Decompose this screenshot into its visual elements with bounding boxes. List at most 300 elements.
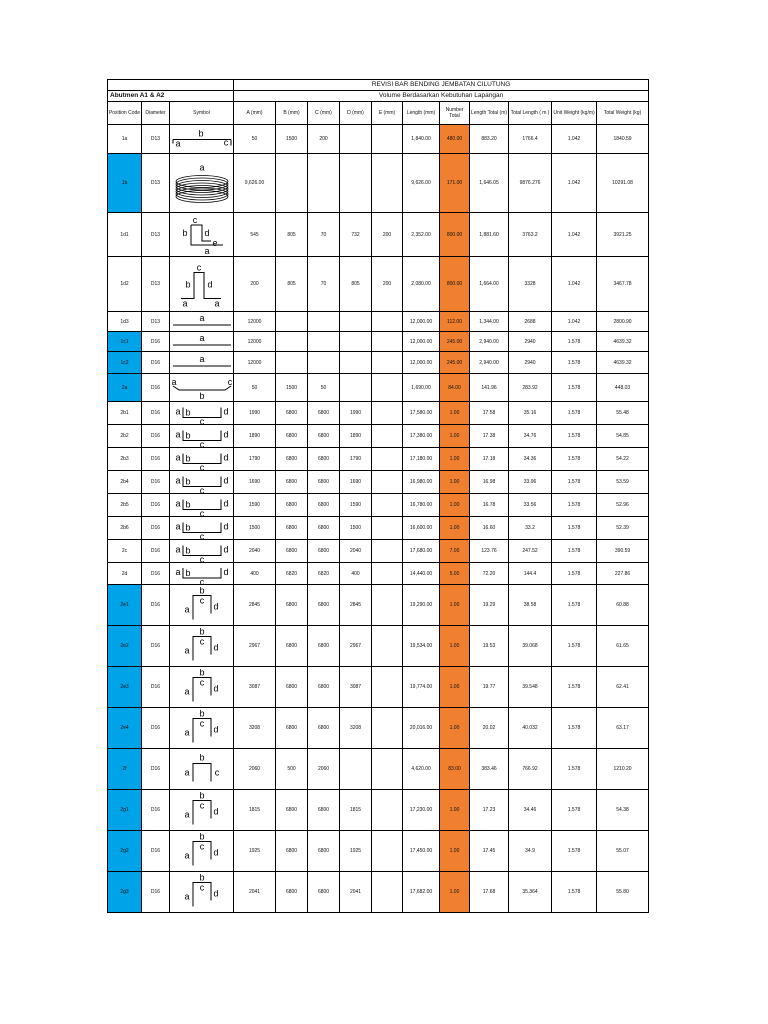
bar-shape-symbol <box>171 375 233 401</box>
dim-b-cell: 6820 <box>276 563 308 585</box>
col-header: A (mm) <box>234 102 276 125</box>
total-weight-cell: 53.59 <box>597 471 649 494</box>
dim-d-cell: 1590 <box>340 494 372 517</box>
bar-shape-symbol <box>171 214 233 256</box>
symbol-cell <box>170 125 234 154</box>
col-header: C (mm) <box>308 102 340 125</box>
length-cell: 1,840.00 <box>403 125 440 154</box>
diameter-cell: D16 <box>142 332 170 352</box>
dim-c-cell: 2060 <box>308 749 340 790</box>
dimension-label: a <box>174 566 181 577</box>
col-header: E (mm) <box>372 102 403 125</box>
dim-d-cell: 1690 <box>340 471 372 494</box>
dimension-label: b <box>184 430 191 440</box>
total-weight-cell: 54.38 <box>597 790 649 831</box>
dimension-label: a <box>174 475 181 485</box>
col-header: Total Length ( m ) <box>509 102 552 125</box>
total-length-cell: 35.16 <box>509 402 552 425</box>
dimension-label: a <box>183 809 190 819</box>
dimension-label: a <box>213 298 220 308</box>
position-code-cell: 2b6 <box>108 517 142 540</box>
dimension-label: d <box>222 406 229 416</box>
dim-e-cell <box>372 448 403 471</box>
diameter-cell: D16 <box>142 563 170 585</box>
dimension-label: d <box>212 806 219 816</box>
total-length-cell: 34.9 <box>509 831 552 872</box>
symbol-cell <box>170 332 234 352</box>
diameter-cell: D16 <box>142 626 170 667</box>
position-code-cell: 1d2 <box>108 257 142 312</box>
dim-a-cell: 1990 <box>234 402 276 425</box>
number-total-cell: 1.00 <box>440 872 470 913</box>
unit-weight-cell: 1.578 <box>552 626 597 667</box>
dim-e-cell <box>372 332 403 352</box>
length-total-cell: 2,940.00 <box>470 332 509 352</box>
dimension-label: c <box>196 262 201 272</box>
dim-d-cell: 1890 <box>340 425 372 448</box>
table-row <box>108 213 649 257</box>
length-cell: 9,626.00 <box>403 154 440 213</box>
unit-weight-cell: 1.042 <box>552 312 597 332</box>
dim-b-cell <box>276 332 308 352</box>
dimension-label: c <box>199 882 204 892</box>
length-cell: 17,682.00 <box>403 872 440 913</box>
dim-e-cell <box>372 667 403 708</box>
unit-weight-cell: 1.578 <box>552 517 597 540</box>
dim-b-cell: 805 <box>276 257 308 312</box>
dimension-label: c <box>199 416 204 424</box>
total-length-cell: 2940 <box>509 332 552 352</box>
symbol-cell <box>170 213 234 257</box>
dim-a-cell: 12000 <box>234 312 276 332</box>
dim-e-cell: 200 <box>372 213 403 257</box>
dimension-label: b <box>198 585 205 595</box>
length-cell: 17,450.00 <box>403 831 440 872</box>
table-row <box>108 667 649 708</box>
table-row <box>108 332 649 352</box>
dim-b-cell: 1500 <box>276 125 308 154</box>
number-total-cell: 1.00 <box>440 494 470 517</box>
dim-d-cell: 1790 <box>340 448 372 471</box>
dim-d-cell: 732 <box>340 213 372 257</box>
dim-a-cell: 400 <box>234 563 276 585</box>
bar-shape-symbol <box>171 333 233 351</box>
table-row <box>108 872 649 913</box>
total-weight-cell: 52.96 <box>597 494 649 517</box>
col-header: D (mm) <box>340 102 372 125</box>
dimension-label: b <box>184 476 191 486</box>
symbol-cell <box>170 626 234 667</box>
unit-weight-cell: 1.578 <box>552 708 597 749</box>
dimension-label: c <box>199 576 204 584</box>
number-total-cell: 1.00 <box>440 402 470 425</box>
dimension-label: b <box>184 453 191 463</box>
dim-a-cell: 1500 <box>234 517 276 540</box>
length-total-cell: 16.98 <box>470 471 509 494</box>
dim-b-cell: 6800 <box>276 402 308 425</box>
total-weight-cell: 2800.90 <box>597 312 649 332</box>
dim-b-cell: 6800 <box>276 872 308 913</box>
position-code-cell: 2e1 <box>108 585 142 626</box>
dimension-label: c <box>199 531 204 539</box>
length-total-cell: 141.96 <box>470 374 509 402</box>
dim-e-cell <box>372 749 403 790</box>
dim-d-cell: 805 <box>340 257 372 312</box>
dimension-label: a <box>198 312 205 323</box>
bar-shape-symbol <box>171 564 233 584</box>
dim-a-cell: 200 <box>234 257 276 312</box>
total-weight-cell: 54.85 <box>597 425 649 448</box>
total-weight-cell: 1840.59 <box>597 125 649 154</box>
table-row <box>108 448 649 471</box>
total-weight-cell: 52.39 <box>597 517 649 540</box>
length-total-cell: 16.78 <box>470 494 509 517</box>
dimension-label: c <box>192 214 197 225</box>
dimension-label: a <box>198 353 205 364</box>
dimension-label: b <box>184 279 191 289</box>
position-code-cell: 2b1 <box>108 402 142 425</box>
dimension-label: d <box>212 683 219 693</box>
symbol-cell <box>170 374 234 402</box>
table-row <box>108 749 649 790</box>
dimension-label: a <box>174 452 181 462</box>
symbol-cell <box>170 563 234 585</box>
bar-shape-symbol <box>171 750 233 789</box>
dimension-label: a <box>183 767 190 777</box>
dimension-label: c <box>199 718 204 728</box>
symbol-cell <box>170 831 234 872</box>
dim-c-cell <box>308 332 340 352</box>
length-cell: 20,016.00 <box>403 708 440 749</box>
dimension-label: d <box>206 279 213 289</box>
dimension-label: d <box>212 601 219 611</box>
title-row <box>108 80 649 91</box>
length-cell: 12,000.00 <box>403 312 440 332</box>
diameter-cell: D13 <box>142 312 170 332</box>
dimension-label: c <box>199 485 204 493</box>
diameter-cell: D16 <box>142 352 170 374</box>
dimension-label: d <box>222 498 229 508</box>
dimension-label: a <box>174 429 181 439</box>
symbol-cell <box>170 540 234 563</box>
table-row <box>108 402 649 425</box>
table-row <box>108 831 649 872</box>
length-total-cell: 1,344.00 <box>470 312 509 332</box>
unit-weight-cell: 1.042 <box>552 154 597 213</box>
unit-weight-cell: 1.578 <box>552 667 597 708</box>
number-total-cell: 84.00 <box>440 374 470 402</box>
diameter-cell: D16 <box>142 831 170 872</box>
diameter-cell: D16 <box>142 402 170 425</box>
dim-c-cell: 6800 <box>308 425 340 448</box>
length-total-cell: 19.53 <box>470 626 509 667</box>
dim-d-cell <box>340 312 372 332</box>
bar-shape-symbol <box>171 426 233 447</box>
dim-c-cell <box>308 352 340 374</box>
symbol-cell <box>170 494 234 517</box>
length-cell: 16,980.00 <box>403 471 440 494</box>
dim-e-cell <box>372 626 403 667</box>
total-length-cell: 38.58 <box>509 585 552 626</box>
dimension-label: b <box>184 499 191 509</box>
diameter-cell: D13 <box>142 125 170 154</box>
dim-b-cell: 6800 <box>276 494 308 517</box>
dim-b-cell <box>276 312 308 332</box>
bar-bending-sheet <box>107 79 648 913</box>
dimension-label: d <box>212 642 219 652</box>
dimension-label: b <box>198 390 205 401</box>
dim-d-cell: 2040 <box>340 540 372 563</box>
diameter-cell: D16 <box>142 667 170 708</box>
total-length-cell: 9876.276 <box>509 154 552 213</box>
unit-weight-cell: 1.578 <box>552 494 597 517</box>
total-length-cell: 39.068 <box>509 626 552 667</box>
dim-a-cell: 545 <box>234 213 276 257</box>
dimension-label: d <box>212 888 219 898</box>
diameter-cell: D13 <box>142 257 170 312</box>
dim-e-cell <box>372 125 403 154</box>
dim-a-cell: 50 <box>234 374 276 402</box>
dimension-label: c <box>199 595 204 605</box>
dim-b-cell: 500 <box>276 749 308 790</box>
dim-c-cell: 6800 <box>308 626 340 667</box>
symbol-cell <box>170 585 234 626</box>
dimension-label: d <box>222 566 229 577</box>
dimension-label: c <box>214 767 219 777</box>
symbol-cell <box>170 352 234 374</box>
spiral-coil <box>176 183 228 195</box>
dim-e-cell <box>372 494 403 517</box>
length-cell: 17,380.00 <box>403 425 440 448</box>
table-row <box>108 517 649 540</box>
symbol-cell <box>170 471 234 494</box>
dimension-label: c <box>199 841 204 851</box>
dim-a-cell: 2967 <box>234 626 276 667</box>
number-total-cell: 171.00 <box>440 154 470 213</box>
sheet-title: REVISI BAR BENDING JEMBATAN CILUTUNG <box>234 80 649 91</box>
unit-weight-cell: 1.578 <box>552 332 597 352</box>
bar-shape-symbol <box>171 313 233 331</box>
total-length-cell: 35.364 <box>509 872 552 913</box>
position-code-cell: 1b <box>108 154 142 213</box>
dim-c-cell: 6800 <box>308 708 340 749</box>
bar-shape-symbol <box>171 403 233 424</box>
dimension-label: a <box>198 162 205 172</box>
dimension-label: b <box>198 790 205 800</box>
diameter-cell: D16 <box>142 517 170 540</box>
length-total-cell: 20.02 <box>470 708 509 749</box>
symbol-cell <box>170 154 234 213</box>
dimension-label: b <box>197 128 204 138</box>
position-code-cell: 2c <box>108 540 142 563</box>
dim-b-cell: 6800 <box>276 471 308 494</box>
dimension-label: a <box>183 727 190 737</box>
dim-e-cell <box>372 471 403 494</box>
total-length-cell: 2688 <box>509 312 552 332</box>
dimension-label: a <box>198 332 205 343</box>
dim-b-cell: 6800 <box>276 517 308 540</box>
length-cell: 17,580.00 <box>403 402 440 425</box>
bar-shape-symbol <box>171 353 233 373</box>
total-length-cell: 2940 <box>509 352 552 374</box>
unit-weight-cell: 1.578 <box>552 872 597 913</box>
dimension-label: d <box>222 521 229 531</box>
section-label: Abutmen A1 & A2 <box>108 91 234 102</box>
col-header: Length Total (m) <box>470 102 509 125</box>
dim-d-cell <box>340 125 372 154</box>
symbol-cell <box>170 312 234 332</box>
dim-b-cell: 6800 <box>276 667 308 708</box>
length-total-cell: 17.58 <box>470 402 509 425</box>
position-code-cell: 1a <box>108 125 142 154</box>
dimension-label: a <box>203 245 210 256</box>
number-total-cell: 800.00 <box>440 257 470 312</box>
unit-weight-cell: 1.578 <box>552 471 597 494</box>
dimension-label: a <box>174 521 181 531</box>
symbol-cell <box>170 872 234 913</box>
total-weight-cell: 3467.78 <box>597 257 649 312</box>
length-cell: 14,440.00 <box>403 563 440 585</box>
length-cell: 16,600.00 <box>403 517 440 540</box>
dim-c-cell <box>308 154 340 213</box>
symbol-cell <box>170 790 234 831</box>
dim-d-cell <box>340 749 372 790</box>
position-code-cell: 2g2 <box>108 831 142 872</box>
dim-e-cell <box>372 374 403 402</box>
diameter-cell: D16 <box>142 374 170 402</box>
position-code-cell: 2b3 <box>108 448 142 471</box>
number-total-cell: 5.00 <box>440 563 470 585</box>
dim-e-cell <box>372 312 403 332</box>
total-weight-cell: 61.65 <box>597 626 649 667</box>
table-row <box>108 708 649 749</box>
number-total-cell: 1.00 <box>440 667 470 708</box>
dim-c-cell: 6800 <box>308 494 340 517</box>
dim-d-cell: 3087 <box>340 667 372 708</box>
position-code-cell: 2e3 <box>108 667 142 708</box>
dimension-label: b <box>198 667 205 677</box>
symbol-cell <box>170 448 234 471</box>
dimension-label: d <box>212 724 219 734</box>
dimension-label: a <box>170 376 177 387</box>
diameter-cell: D16 <box>142 448 170 471</box>
total-length-cell: 33.56 <box>509 494 552 517</box>
total-weight-cell: 390.59 <box>597 540 649 563</box>
position-code-cell: 2f <box>108 749 142 790</box>
diameter-cell: D16 <box>142 494 170 517</box>
symbol-cell <box>170 425 234 448</box>
dimension-label: e <box>211 237 218 248</box>
total-length-cell: 1766.4 <box>509 125 552 154</box>
dimension-label: c <box>223 137 228 147</box>
length-total-cell: 17.68 <box>470 872 509 913</box>
dim-b-cell: 6800 <box>276 626 308 667</box>
bar-shape-symbol <box>171 627 233 666</box>
dim-d-cell: 3208 <box>340 708 372 749</box>
number-total-cell: 1.00 <box>440 790 470 831</box>
length-total-cell: 17.18 <box>470 448 509 471</box>
position-code-cell: 2b2 <box>108 425 142 448</box>
dim-c-cell: 6800 <box>308 667 340 708</box>
dim-c-cell: 6820 <box>308 563 340 585</box>
bar-shape-symbol <box>171 155 233 212</box>
unit-weight-cell: 1.042 <box>552 125 597 154</box>
dim-c-cell: 6800 <box>308 471 340 494</box>
col-header: Symbol <box>170 102 234 125</box>
dim-d-cell <box>340 154 372 213</box>
length-total-cell: 19.29 <box>470 585 509 626</box>
diameter-cell: D13 <box>142 154 170 213</box>
bar-shape-symbol <box>171 586 233 625</box>
dim-b-cell <box>276 154 308 213</box>
total-weight-cell: 10291.08 <box>597 154 649 213</box>
dim-e-cell <box>372 831 403 872</box>
unit-weight-cell: 1.578 <box>552 540 597 563</box>
col-header: B (mm) <box>276 102 308 125</box>
table-row <box>108 626 649 667</box>
table-row <box>108 352 649 374</box>
unit-weight-cell: 1.578 <box>552 352 597 374</box>
dim-c-cell: 6800 <box>308 540 340 563</box>
position-code-cell: 1d3 <box>108 312 142 332</box>
diameter-cell: D16 <box>142 790 170 831</box>
dim-b-cell: 6800 <box>276 448 308 471</box>
dimension-label: c <box>199 554 204 562</box>
dim-a-cell: 2060 <box>234 749 276 790</box>
unit-weight-cell: 1.578 <box>552 374 597 402</box>
dim-e-cell <box>372 402 403 425</box>
dim-a-cell: 3208 <box>234 708 276 749</box>
dim-d-cell <box>340 352 372 374</box>
number-total-cell: 1.00 <box>440 448 470 471</box>
table-row <box>108 425 649 448</box>
dim-c-cell: 200 <box>308 125 340 154</box>
dimension-label: a <box>183 645 190 655</box>
length-total-cell: 883.20 <box>470 125 509 154</box>
symbol-cell <box>170 517 234 540</box>
dim-c-cell: 6800 <box>308 448 340 471</box>
total-length-cell: 3763.2 <box>509 213 552 257</box>
position-code-cell: 1d1 <box>108 213 142 257</box>
dim-e-cell <box>372 790 403 831</box>
length-cell: 1,690.00 <box>403 374 440 402</box>
dim-d-cell: 2967 <box>340 626 372 667</box>
diameter-cell: D16 <box>142 872 170 913</box>
dim-c-cell: 70 <box>308 213 340 257</box>
total-length-cell: 33.2 <box>509 517 552 540</box>
col-header: Unit Weight (kg/m) <box>552 102 597 125</box>
table-row <box>108 540 649 563</box>
dimension-label: c <box>199 636 204 646</box>
dimension-label: c <box>199 508 204 516</box>
number-total-cell: 1.00 <box>440 831 470 872</box>
position-code-cell: 2a <box>108 374 142 402</box>
total-weight-cell: 60.88 <box>597 585 649 626</box>
dim-a-cell: 1815 <box>234 790 276 831</box>
bar-shape-symbol <box>171 709 233 748</box>
length-total-cell: 17.23 <box>470 790 509 831</box>
length-cell: 17,180.00 <box>403 448 440 471</box>
length-total-cell: 19.77 <box>470 667 509 708</box>
table-row <box>108 494 649 517</box>
dim-a-cell: 1925 <box>234 831 276 872</box>
dim-d-cell: 1925 <box>340 831 372 872</box>
dim-e-cell <box>372 352 403 374</box>
dim-e-cell <box>372 563 403 585</box>
total-length-cell: 144.4 <box>509 563 552 585</box>
number-total-cell: 7.00 <box>440 540 470 563</box>
dimension-label: d <box>222 544 229 554</box>
